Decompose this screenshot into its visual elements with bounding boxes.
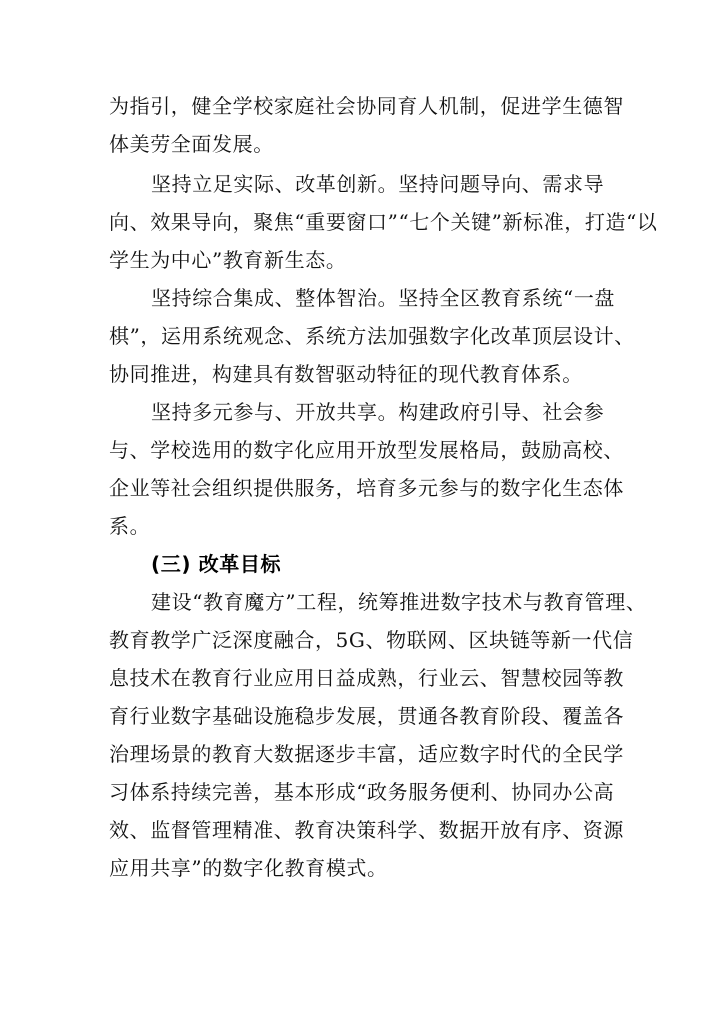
- paragraph-line: 系。: [109, 514, 151, 538]
- paragraph-line: 坚持立足实际、改革创新。坚持问题导向、需求导: [151, 172, 605, 196]
- paragraph-line: 体美劳全面发展。: [109, 132, 274, 156]
- paragraph-line: 为指引，健全学校家庭社会协同育人机制，促进学生德智: [109, 94, 624, 118]
- paragraph-line: 学生为中心”教育新生态。: [109, 248, 347, 272]
- paragraph-line: 与、学校选用的数字化应用开放型发展格局，鼓励高校、: [109, 438, 624, 462]
- paragraph-line: 企业等社会组织提供服务，培育多元参与的数字化生态体: [109, 476, 624, 500]
- paragraph-line: 习体系持续完善，基本形成“政务服务便利、协同办公高: [109, 780, 615, 804]
- paragraph-line: 棋”，运用系统观念、系统方法加强数字化改革顶层设计、: [109, 324, 635, 348]
- paragraph-line: 坚持多元参与、开放共享。构建政府引导、社会参: [151, 400, 605, 424]
- paragraph-line: 教育教学广泛深度融合，5G、物联网、区块链等新一代信: [109, 628, 634, 652]
- section-heading: (三) 改革目标: [151, 552, 282, 576]
- paragraph-line: 应用共享”的数字化教育模式。: [109, 856, 388, 880]
- paragraph-line: 治理场景的教育大数据逐步丰富，适应数字时代的全民学: [109, 742, 624, 766]
- paragraph-line: 坚持综合集成、整体智治。坚持全区教育系统“一盘: [151, 286, 616, 310]
- paragraph-line: 向、效果导向，聚焦“重要窗口”“七个关键”新标准，打造“以: [109, 210, 658, 234]
- paragraph-line: 协同推进，构建具有数智驱动特征的现代教育体系。: [109, 362, 583, 386]
- paragraph-line: 建设“教育魔方”工程，统筹推进数字技术与教育管理、: [151, 590, 647, 614]
- paragraph-line: 息技术在教育行业应用日益成熟，行业云、智慧校园等教: [109, 666, 624, 690]
- paragraph-line: 效、监督管理精准、教育决策科学、数据开放有序、资源: [109, 818, 624, 842]
- paragraph-line: 育行业数字基础设施稳步发展，贯通各教育阶段、覆盖各: [109, 704, 624, 728]
